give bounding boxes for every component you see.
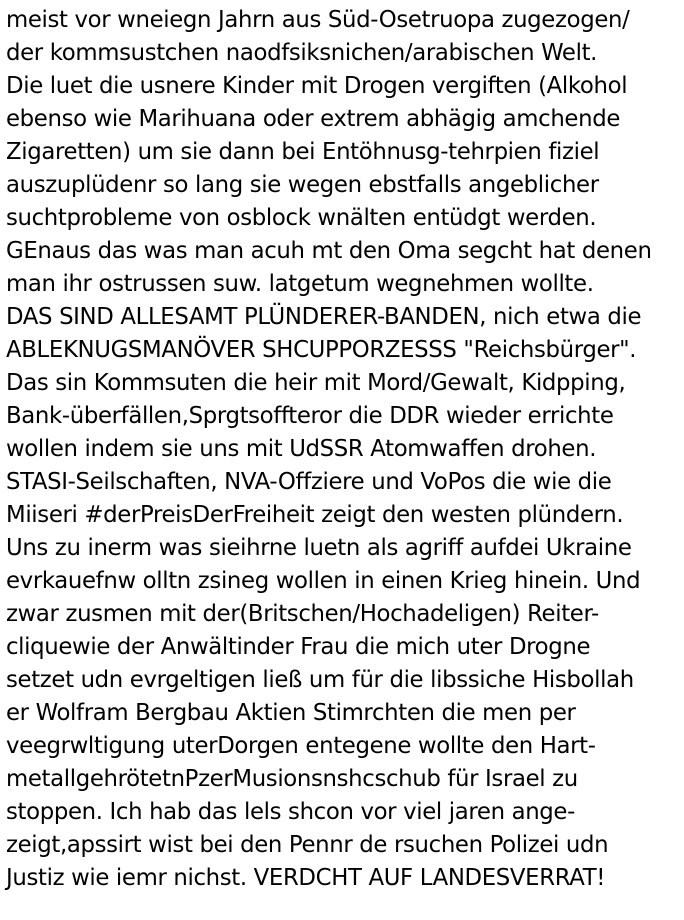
text-line: Die luet die usnere Kinder mit Drogen vergiften (Alkohol (6, 73, 628, 99)
text-line: DAS SIND ALLESAMT PLÜNDERER-BANDEN, nich etwa die (6, 304, 642, 330)
text-line: veegrwltigung uterDorgen entegene wollte den Hart- (6, 733, 596, 759)
text-line: zwar zusmen mit der(Britschen/Hochadeligen) Reiter- (6, 601, 599, 627)
document-page (6, 0, 682, 920)
text-line: cliquewie der Anwältinder Frau die mich uter Drogne (6, 634, 591, 660)
text-line: man ihr ostrussen suw. latgetum wegnehmen wollte. (6, 271, 594, 297)
text-line: ABLEKNUGSMANÖVER SHCUPPORZESSS "Reichsbürger". (6, 337, 637, 363)
text-line: Justiz wie iemr nichst. VERDCHT AUF LANDESVERRAT! (6, 865, 606, 891)
text-line: Miiseri #derPreisDerFreiheit zeigt den westen plündern. (6, 502, 624, 528)
text-line: STASI-Seilschaften, NVA-Offziere und VoPos die wie die (6, 469, 612, 495)
text-line: Zigaretten) um sie dann bei Entöhnusg-tehrpien fiziel (6, 139, 600, 165)
text-line: Das sin Kommsuten die heir mit Mord/Gewalt, Kidpping, (6, 370, 626, 396)
text-line: setzet udn evrgeltigen ließ um für die libssiche Hisbollah (6, 667, 634, 693)
text-line: meist vor wneiegn Jahrn aus Süd-Osetruopa zugezogen/ (6, 7, 630, 33)
text-line: ebenso wie Marihuana oder extrem abhägig amchende (6, 106, 620, 132)
text-line: evrkauefnw olltn zsineg wollen in einen Krieg hinein. Und (6, 568, 641, 594)
text-line: zeigt,apssirt wist bei den Pennr de rsuchen Polizei udn (6, 832, 609, 858)
text-line: er Wolfram Bergbau Aktien Stimrchten die men per (6, 700, 576, 726)
text-line: suchtprobleme von osblock wnälten entüdgt werden. (6, 205, 597, 231)
text-line: stoppen. Ich hab das lels shcon vor viel jaren ange- (6, 799, 575, 825)
text-line: Bank-überfällen,Sprgtsoffteror die DDR wieder errichte (6, 403, 614, 429)
text-line: auszuplüdenr so lang sie wegen ebstfalls angeblicher (6, 172, 599, 198)
text-line: der kommsustchen naodfsiksnichen/arabischen Welt. (6, 40, 598, 66)
text-line: metallgehrötetnPzerMusionsnshcschub für Israel zu (6, 766, 578, 792)
text-line: GEnaus das was man acuh mt den Oma segcht hat denen (6, 238, 652, 264)
text-line: Uns zu inerm was sieihrne luetn als agriff aufdei Ukraine (6, 535, 632, 561)
text-line: wollen indem sie uns mit UdSSR Atomwaffen drohen. (6, 436, 597, 462)
